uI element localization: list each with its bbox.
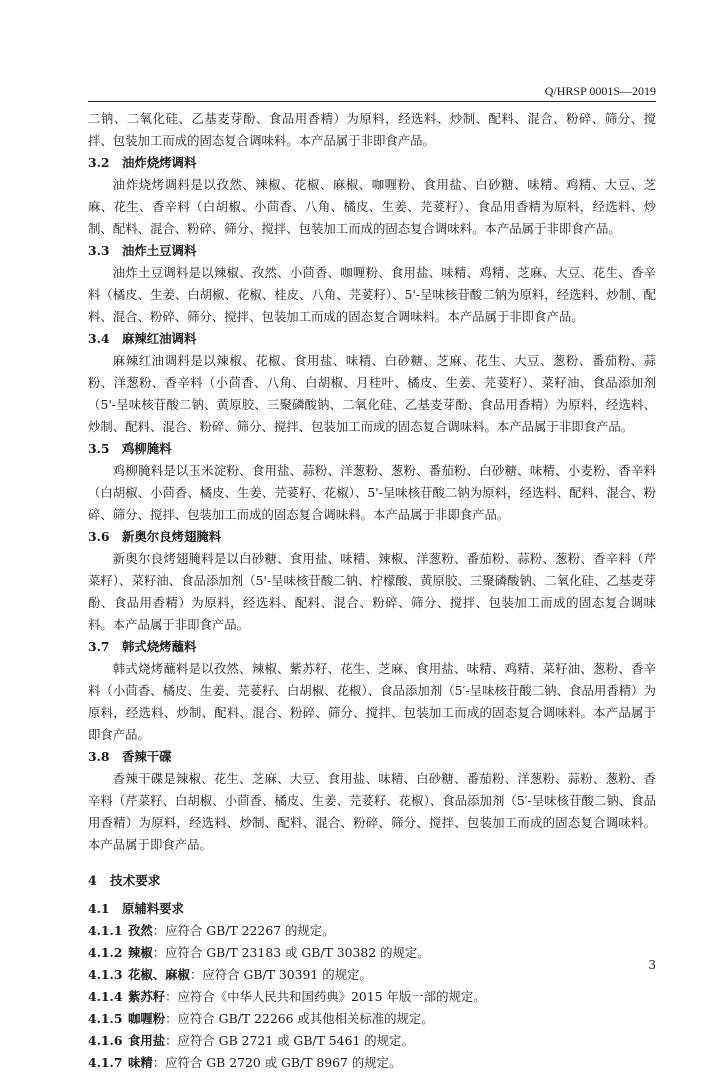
- section-3-6: [88, 526, 656, 636]
- section-heading: 3.7 韩式烧烤蘸料: [88, 639, 197, 654]
- requirement-item: 4.1.6 食用盐：应符合 GB 2721 或 GB/T 5461 的规定。: [88, 1033, 414, 1048]
- section-heading: 3.4 麻辣红油调料: [88, 331, 197, 346]
- chapter-heading: 4 技术要求: [88, 873, 161, 888]
- section-3-5: [88, 438, 656, 526]
- section-heading: 3.5 鸡柳腌料: [88, 441, 172, 456]
- section-heading: 3.6 新奥尔良烤翅腌料: [88, 529, 222, 544]
- requirement-item: 4.1.5 咖喱粉：应符合 GB/T 22266 或其他相关标准的规定。: [88, 1011, 434, 1026]
- section-3-2: [88, 152, 656, 240]
- section-3-7: [88, 636, 656, 746]
- standard-code: Q/HRSP 0001S—2019: [544, 84, 656, 98]
- section-paragraph: 新奥尔良烤翅腌料是以白砂糖、食用盐、味精、辣椒、洋葱粉、番茄粉、蒜粉、葱粉、香辛料（芹菜籽）、菜籽油、食品添加剂（5'-呈味核苷酸二钠、柠檬酸、黄原胶、三聚磷酸钠、二氧化硅、乙基麦芽酚、食品用香精）为原料，经选料、配料、混合、粉碎、筛分、搅拌、包装加工而成的固态复合调味料。本产品属于非即食产品。: [88, 551, 656, 632]
- section-paragraph: 麻辣红油调料是以辣椒、花椒、食用盐、味精、白砂糖、芝麻、花生、大豆、葱粉、番茄粉、蒜粉、洋葱粉、香辛料（小茴香、八角、白胡椒、月桂叶、橘皮、生姜、芫荽籽）、菜籽油、食品添加剂（5'-呈味核苷酸二钠、黄原胶、三聚磷酸钠、二氧化硅、乙基麦芽酚、食品用香精）为原料，经选料、炒制、配料、混合、粉碎、筛分、搅拌、包装加工而成的固态复合调味料。本产品属于非即食产品。: [88, 353, 656, 434]
- section-heading: 3.2 油炸烧烤调料: [88, 155, 197, 170]
- section-3-4: [88, 328, 656, 438]
- requirement-item: 4.1.4 紫苏籽：应符合《中华人民共和国药典》2015 年版一部的规定。: [88, 989, 486, 1004]
- section-heading: 3.8 香辣干碟: [88, 749, 172, 764]
- section-paragraph: 香辣干碟是辣椒、花生、芝麻、大豆、食用盐、味精、白砂糖、番茄粉、洋葱粉、蒜粉、葱粉、香辛料（芹菜籽、白胡椒、小茴香、橘皮、生姜、芫荽籽、花椒）、食品添加剂（5′-呈味核苷酸二钠、食品用香精）为原料，经选料、炒制、配料、混合、粉碎、筛分、搅拌、包装加工而成的固态复合调味料。本产品属于即食产品。: [88, 771, 656, 852]
- page-number: 3: [648, 958, 656, 972]
- requirement-item: 4.1.3 花椒、麻椒：应符合 GB/T 30391 的规定。: [88, 967, 372, 982]
- section-paragraph: 油炸土豆调料是以辣椒、孜然、小茴香、咖喱粉、食用盐、味精、鸡精、芝麻、大豆、花生、香辛料（橘皮、生姜、白胡椒、花椒、桂皮、八角、芫荽籽）、5'-呈味核苷酸二钠为原料，经选料、炒制、配料、混合、粉碎、筛分、搅拌、包装加工而成的固态复合调味料。本产品属于非即食产品。: [88, 265, 656, 324]
- section-paragraph: 韩式烧烤蘸料是以孜然、辣椒、紫苏籽、花生、芝麻、食用盐、味精、鸡精、菜籽油、葱粉、香辛料（小茴香、橘皮、生姜、芫荽籽、白胡椒、花椒）、食品添加剂（5′-呈味核苷酸二钠、食品用香精）为原料，经选料、炒制、配料、混合、粉碎、筛分、搅拌、包装加工而成的固态复合调味料。本产品属于即食产品。: [88, 661, 656, 742]
- requirement-item: 4.1.1 孜然：应符合 GB/T 22267 的规定。: [88, 923, 335, 938]
- requirement-item: 4.1.2 辣椒：应符合 GB/T 23183 或 GB/T 30382 的规定。: [88, 945, 430, 960]
- section-heading: 3.3 油炸土豆调料: [88, 243, 197, 258]
- header-rule: [88, 101, 656, 102]
- section-3-8: [88, 746, 656, 856]
- section-paragraph: 鸡柳腌料是以玉米淀粉、食用盐、蒜粉、洋葱粉、葱粉、番茄粉、白砂糖、味精、小麦粉、香辛料（白胡椒、小茴香、橘皮、生姜、芫荽籽、花椒）、5'-呈味核苷酸二钠为原料，经选料、配料、混合、粉碎、筛分、搅拌、包装加工而成的固态复合调味料。本产品属于非即食产品。: [88, 463, 656, 522]
- continuation-paragraph: 二钠、二氧化硅、乙基麦芽酚、食品用香精）为原料，经选料、炒制、配料、混合、粉碎、筛分、搅拌、包装加工而成的固态复合调味料。本产品属于非即食产品。: [88, 111, 656, 148]
- subsection-heading: 4.1 原辅料要求: [88, 901, 184, 916]
- page-content: [88, 108, 656, 1074]
- section-paragraph: 油炸烧烤调料是以孜然、辣椒、花椒、麻椒、咖喱粉、食用盐、白砂糖、味精、鸡精、大豆、芝麻、花生、香辛料（白胡椒、小茴香、八角、橘皮、生姜、芫荽籽）、食品用香精为原料，经选料、炒制、配料、混合、粉碎、筛分、搅拌、包装加工而成的固态复合调味料。本产品属于非即食产品。: [88, 177, 656, 236]
- section-3-3: [88, 240, 656, 328]
- requirement-item: 4.1.7 味精：应符合 GB 2720 或 GB/T 8967 的规定。: [88, 1055, 402, 1070]
